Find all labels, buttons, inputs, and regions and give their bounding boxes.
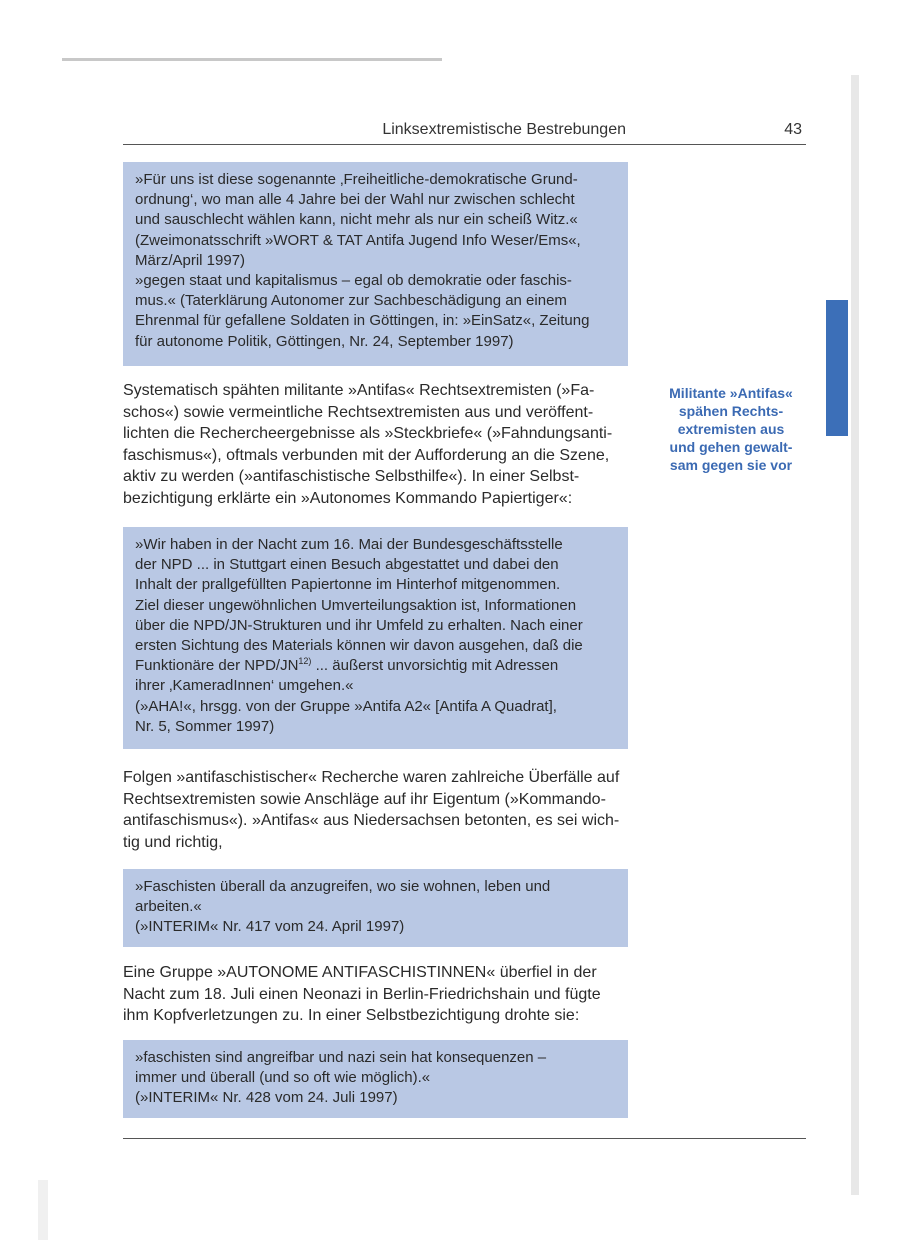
body-line: aktiv zu werden (»antifaschistische Selbsthilfe«). In einer Selbst- bbox=[123, 468, 580, 486]
scan-edge-top bbox=[62, 58, 442, 61]
running-header bbox=[123, 118, 806, 145]
quote-line: (»INTERIM« Nr. 428 vom 24. Juli 1997) bbox=[135, 1089, 398, 1107]
quote-line: »gegen staat und kapitalismus – egal ob demokratie oder faschis- bbox=[135, 272, 572, 290]
body-line: Nacht zum 18. Juli einen Neonazi in Berlin-Friedrichshain und fügte bbox=[123, 985, 601, 1003]
body-line: Eine Gruppe »AUTONOME ANTIFASCHISTINNEN« überfiel in der bbox=[123, 964, 597, 981]
header-title: Linksextremistische Bestrebungen bbox=[382, 121, 626, 138]
quote-line: ihrer ‚KameradInnen‘ umgehen.« bbox=[135, 677, 354, 695]
footer-rule bbox=[123, 1138, 806, 1139]
margin-note bbox=[656, 384, 806, 474]
quote-box-4 bbox=[123, 1040, 628, 1118]
margin-note-line: sam gegen sie vor bbox=[669, 457, 793, 473]
quote-box-3 bbox=[123, 869, 628, 947]
quote-line: März/April 1997) bbox=[135, 251, 246, 269]
margin-note-line: und gehen gewalt- bbox=[669, 439, 793, 455]
quote-line: über die NPD/JN-Strukturen und ihr Umfeld zu erhalten. Nach einer bbox=[135, 616, 583, 634]
margin-note-line: Militante »Antifas« bbox=[669, 385, 793, 401]
quote-line: ersten Sichtung des Materials können wir davon ausgehen, daß die bbox=[135, 637, 583, 655]
quote-box-2 bbox=[123, 527, 628, 749]
scan-edge-right bbox=[851, 75, 859, 1195]
quote-line: »Für uns ist diese sogenannte ‚Freiheitliche-demokratische Grund- bbox=[135, 171, 578, 188]
quote-line: ordnung‘, wo man alle 4 Jahre bei der Wahl nur zwischen schlecht bbox=[135, 191, 575, 209]
body-line: faschismus«), oftmals verbunden mit der Aufforderung an die Szene, bbox=[123, 446, 610, 464]
body-line: schos«) sowie vermeintliche Rechtsextremisten aus und veröffent- bbox=[123, 403, 594, 421]
quote-box-1 bbox=[123, 162, 628, 366]
margin-note-line: extremisten aus bbox=[677, 421, 785, 437]
quote-line: »Wir haben in der Nacht zum 16. Mai der Bundesgeschäftsstelle bbox=[135, 536, 563, 553]
quote-line: (»AHA!«, hrsgg. von der Gruppe »Antifa A2« [Antifa A Quadrat], bbox=[135, 697, 557, 715]
body-paragraph-3 bbox=[123, 962, 628, 1027]
quote-text: ... äußerst unvorsichtig mit Adressen bbox=[311, 657, 559, 675]
quote-line: und sauschlecht wählen kann, nicht mehr als nur ein scheiß Witz.« bbox=[135, 211, 578, 229]
scan-edge-left bbox=[38, 1180, 48, 1240]
quote-line: »Faschisten überall da anzugreifen, wo sie wohnen, leben und bbox=[135, 878, 551, 895]
body-line: lichten die Rechercheergebnisse als »Steckbriefe« (»Fahndungsanti- bbox=[123, 425, 613, 443]
footnote-marker: 12) bbox=[298, 656, 312, 667]
quote-text: Funktionäre der NPD/JN bbox=[135, 657, 299, 675]
chapter-tab-marker bbox=[826, 300, 848, 436]
margin-note-line: spähen Rechts- bbox=[678, 403, 784, 419]
body-paragraph-2 bbox=[123, 767, 628, 853]
quote-line: Ehrenmal für gefallene Soldaten in Göttingen, in: »EinSatz«, Zeitung bbox=[135, 312, 590, 330]
quote-line: (»INTERIM« Nr. 417 vom 24. April 1997) bbox=[135, 918, 405, 936]
quote-line: Inhalt der prallgefüllten Papiertonne im Hinterhof mitgenommen. bbox=[135, 576, 561, 594]
body-line: Rechtsextremisten sowie Anschläge auf ihr Eigentum (»Kommando- bbox=[123, 790, 606, 808]
body-line: bezichtigung erklärte ein »Autonomes Kommando Papiertiger«: bbox=[123, 489, 573, 507]
body-line: Systematisch spähten militante »Antifas« Rechtsextremisten (»Fa- bbox=[123, 382, 595, 399]
quote-line: »faschisten sind angreifbar und nazi sein hat konsequenzen – bbox=[135, 1049, 547, 1066]
body-line: ihm Kopfverletzungen zu. In einer Selbstbezichtigung drohte sie: bbox=[123, 1007, 580, 1025]
body-line: Folgen »antifaschistischer« Recherche waren zahlreiche Überfälle auf bbox=[123, 769, 620, 786]
quote-line: der NPD ... in Stuttgart einen Besuch abgestattet und dabei den bbox=[135, 556, 559, 574]
quote-line: Ziel dieser ungewöhnlichen Umverteilungsaktion ist, Informationen bbox=[135, 596, 577, 614]
quote-line: (Zweimonatsschrift »WORT & TAT Antifa Jugend Info Weser/Ems«, bbox=[135, 231, 581, 249]
body-line: tig und richtig, bbox=[123, 833, 223, 851]
quote-line bbox=[135, 656, 616, 676]
quote-line: arbeiten.« bbox=[135, 898, 202, 916]
quote-line: immer und überall (und so oft wie möglich).« bbox=[135, 1069, 431, 1087]
page-number: 43 bbox=[784, 121, 802, 138]
quote-line: mus.« (Taterklärung Autonomer zur Sachbeschädigung an einem bbox=[135, 292, 567, 310]
body-paragraph-1 bbox=[123, 380, 628, 510]
quote-line: für autonome Politik, Göttingen, Nr. 24, September 1997) bbox=[135, 332, 514, 350]
body-line: antifaschismus«). »Antifas« aus Niedersachsen betonten, es sei wich- bbox=[123, 812, 620, 830]
quote-line: Nr. 5, Sommer 1997) bbox=[135, 717, 275, 735]
